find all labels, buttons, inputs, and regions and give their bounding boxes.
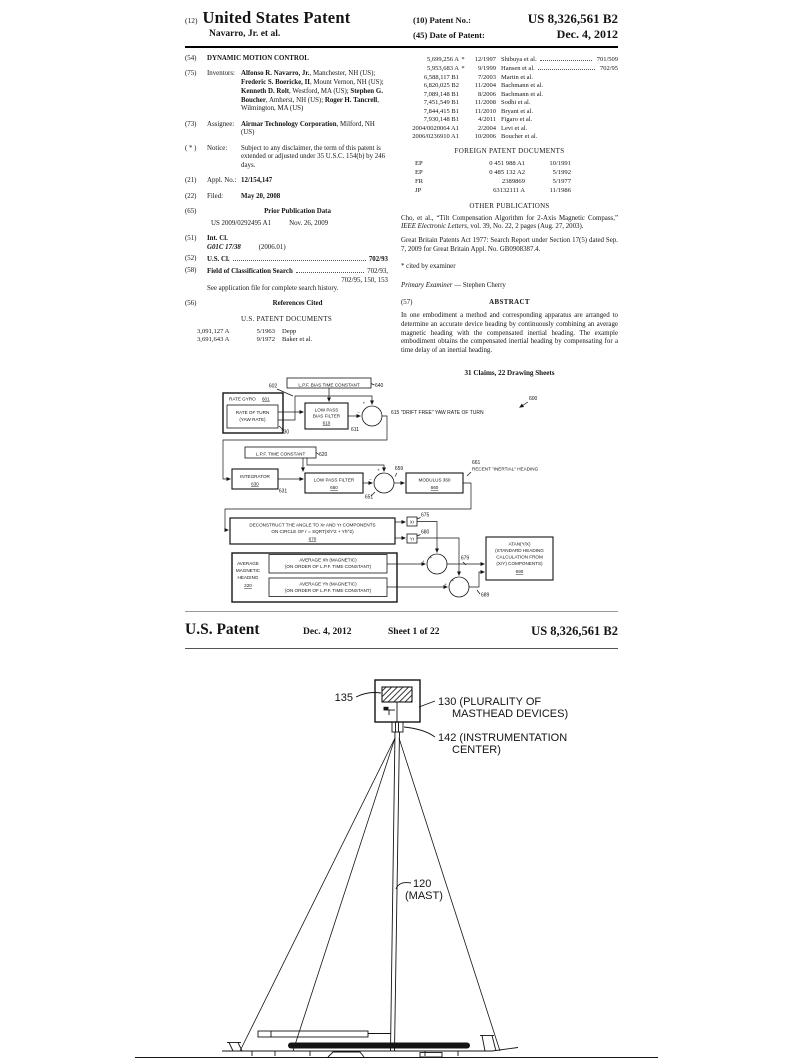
fig-label: (ON ORDER OF L.P.F. TIME CONSTANT)	[284, 588, 372, 593]
fig-label: Xr	[409, 519, 415, 525]
date-of-patent-label: (45) Date of Patent:	[413, 30, 485, 40]
prior-pub-date: Nov. 26, 2009	[289, 219, 329, 227]
publication-2: Great Britain Patents Act 1977: Search Report under Section 17(5) dated Sep. 7, 2009 for Great Britain Appl. No. GB0908387.4.	[401, 237, 618, 253]
field-num: ( * )	[185, 144, 197, 152]
us-cl-label: U.S. Cl.	[207, 256, 230, 264]
us-ref-row	[401, 133, 618, 141]
ref-date: 11/2004	[474, 82, 496, 90]
field-num: (54)	[185, 55, 197, 62]
claims-note: 31 Claims, 22 Drawing Sheets	[464, 368, 555, 377]
page1-front-matter	[185, 8, 618, 378]
us-ref-row	[401, 64, 618, 73]
prior-pub-number: US 2009/0292495 A1	[211, 219, 272, 227]
us-patent-doc-row	[185, 336, 388, 344]
fig-label: Yr	[409, 536, 415, 542]
fig-label: 689	[481, 592, 490, 599]
us-cl-value: 702/93	[368, 256, 388, 264]
field-num: (21)	[185, 177, 197, 185]
fig-label: (X/Y) COMPONENTS)	[496, 561, 543, 566]
mast	[391, 732, 400, 1051]
fig-label: −	[369, 477, 372, 482]
text-segment: Airmar Technology Corporation	[241, 120, 337, 128]
field-num: (51)	[185, 235, 197, 243]
fig-label: BIAS FILTER	[312, 413, 341, 419]
ref-date: 11/2010	[474, 107, 496, 115]
doc-date: 10/1991	[549, 160, 571, 168]
ref-date: 9/1999	[477, 65, 496, 73]
header-right	[413, 8, 618, 42]
page-title: United States Patent	[202, 8, 351, 27]
fig-label: (ON ORDER OF L.P.F. TIME CONSTANT)	[284, 564, 372, 569]
fig-label: RATE GYRO	[229, 396, 256, 402]
fig-label: MODULUS 360	[418, 477, 451, 483]
ref-number: 5,699,256 A	[427, 56, 459, 63]
fig-label: (MAST)	[405, 890, 443, 902]
fig-label: 602	[268, 383, 278, 390]
field-label: Inventors:	[207, 70, 235, 78]
fig-label: +	[429, 555, 433, 560]
fig-label: (STANDARD HEADING	[495, 548, 544, 553]
ref-name: Figaro et al.	[501, 116, 533, 124]
ref-number: 7,844,415 B1	[423, 107, 459, 115]
ref-name: Boucher et al.	[501, 132, 538, 140]
field-label: Filed:	[207, 192, 224, 200]
fig-label: +	[422, 559, 425, 564]
fig-label: 620	[319, 452, 328, 458]
ref-number: 6,820,025 B2	[423, 82, 459, 90]
us-ref-row	[401, 99, 618, 107]
fig-label: +	[377, 467, 380, 473]
left-column	[185, 55, 388, 378]
field-22-filed	[185, 193, 388, 202]
ref-date: 7/2003	[477, 73, 496, 81]
page1-header	[185, 8, 618, 42]
ref-date: 10/2006	[474, 132, 496, 140]
references-cited-heading: References Cited	[272, 300, 323, 308]
fig-label: (YAW RATE)	[239, 417, 266, 422]
abstract-heading-row	[401, 299, 618, 308]
text-segment: Frederic S. Boericke, II	[241, 79, 310, 87]
field-75-inventors	[185, 70, 388, 114]
fig-label: CENTER)	[452, 744, 501, 756]
figure2-labels	[335, 692, 569, 902]
fig-label: AVERAGE Yh (MAGNETIC)	[299, 581, 357, 587]
fig-label: RECENT "INERTIAL" HEADING	[472, 466, 539, 472]
ref-number: 7,089,148 B1	[423, 90, 459, 98]
ref-date: 4/2011	[478, 116, 496, 124]
field-54-title	[185, 55, 388, 64]
fig-label: ATAN(Y/X)	[508, 541, 531, 547]
text-segment: Cho, et al., “Tilt Compensation Algorithm for 2-Axis Magnetic Compass,”	[401, 214, 618, 222]
fig-label: 600	[529, 396, 538, 402]
fig-label: MAGNETIC	[235, 568, 261, 573]
text-segment: , vol. 39, No. 22, 2 pages (Aug. 27, 2003).	[466, 223, 584, 231]
publication-1	[401, 215, 618, 233]
field-label: Notice:	[207, 144, 228, 152]
page2-header-rule	[185, 648, 618, 649]
doc-date: 5/1963	[256, 327, 275, 335]
instrumentation-center-box	[392, 722, 403, 732]
abstract-heading: ABSTRACT	[489, 299, 530, 307]
field-73-assignee	[185, 121, 388, 139]
field-num: (58)	[185, 266, 197, 274]
text-segment: Alfonso R. Navarro, Jr.	[241, 70, 310, 78]
doc-name: Baker et al.	[282, 336, 313, 344]
ref-class: 701/509	[596, 56, 618, 63]
doc-date: 9/1972	[256, 336, 275, 344]
foreign-docs-heading: FOREIGN PATENT DOCUMENTS	[454, 147, 565, 156]
doc-number: 0 485 132 A2	[489, 169, 525, 177]
country-code: JP	[415, 186, 422, 194]
us-patent-docs-heading: U.S. PATENT DOCUMENTS	[240, 314, 333, 323]
text-segment: IEEE Electronic Letters	[401, 223, 467, 231]
us-patent-docs-left	[185, 328, 388, 345]
int-cl-class: G01C 17/38	[207, 244, 241, 252]
fig-label: LOW PASS FILTER	[313, 477, 355, 483]
fig-label: RATE OF TURN	[235, 410, 270, 415]
fig-label: AVERAGE Xh (MAGNETIC)	[299, 557, 357, 563]
invention-title: DYNAMIC MOTION CONTROL	[207, 55, 309, 62]
dot-leader	[540, 55, 592, 61]
fig-label: −	[357, 409, 360, 415]
field-58-search	[185, 267, 388, 294]
foreign-ref-row	[415, 160, 618, 169]
ref-name: Martin et al.	[501, 73, 533, 81]
other-pubs-heading: OTHER PUBLICATIONS	[469, 201, 550, 210]
ref-name: Hansen et al.	[501, 65, 535, 73]
doc-date: 11/1986	[549, 186, 571, 194]
foreign-ref-row	[415, 169, 618, 178]
ref-number: 7,451,549 B1	[423, 99, 459, 107]
us-ref-row	[401, 125, 618, 133]
ref-name: Bryant et al.	[501, 107, 533, 115]
text-segment: , Manchester, NH (US);	[309, 70, 376, 78]
int-cl-year: (2006.01)	[258, 244, 286, 252]
fig-label: CALCULATION FROM	[496, 554, 543, 560]
field-num: (22)	[185, 192, 197, 200]
ref-number: 7,930,148 B1	[423, 116, 459, 124]
foreign-references	[401, 160, 618, 196]
assignee	[241, 121, 388, 139]
dot-leader	[296, 267, 364, 273]
foreign-ref-row	[415, 178, 618, 187]
field-label: Appl. No.:	[207, 177, 237, 185]
summing-junction-2	[374, 473, 394, 493]
right-column	[401, 55, 618, 378]
foreign-ref-row	[415, 187, 618, 196]
date-of-patent: Dec. 4, 2012	[556, 27, 618, 41]
inventor-party: Navarro, Jr. et al.	[209, 29, 281, 39]
fig-label: +	[362, 400, 366, 406]
text-segment: Stephen G. Boucher	[241, 87, 383, 104]
fig-label: 615 "DRIFT FREE" YAW RATE OF TURN	[391, 410, 484, 416]
sheet-divider-rule	[185, 611, 618, 612]
country-code: EP	[415, 160, 423, 168]
text-segment: — Stephen Cherry	[452, 281, 506, 289]
field-num: (75)	[185, 70, 197, 78]
field-num: (52)	[185, 255, 197, 263]
us-references	[401, 55, 618, 141]
fig-label: 142 (INSTRUMENTATION	[438, 732, 568, 744]
cited-by-examiner: * cited by examiner	[401, 262, 456, 270]
ref-date: 2/2004	[477, 124, 496, 132]
doc-number: 63132111 A	[493, 186, 525, 194]
field-56-refs	[185, 300, 388, 309]
field-search-value2: 702/95, 150, 153	[341, 276, 388, 284]
fig-label: 660	[430, 485, 439, 490]
fig-label: MASTHEAD DEVICES)	[452, 708, 569, 720]
abstract-text: In one embodiment a method and corresponding apparatus are arranged to determine an accurate device heading by continuously combining an average magnetic heading with the compensated inertial heading. The example embodiment obtains the compensated inertial heading by compensating for a time delay of an inertial heading.	[401, 312, 618, 355]
filing-date: May 20, 2008	[241, 192, 281, 200]
us-ref-row	[401, 91, 618, 99]
page2-date: Dec. 4, 2012	[303, 627, 352, 637]
application-number: 12/154,147	[241, 177, 273, 185]
page2-title: U.S. Patent	[185, 621, 260, 638]
doc-number: 0 451 988 A1	[489, 160, 525, 168]
ref-name: Bachmann et al.	[501, 82, 544, 90]
field-num: (56)	[185, 300, 197, 308]
ref-star: *	[461, 65, 465, 73]
text-segment: , Amherst, NH (US);	[265, 96, 325, 104]
text-segment: , Milford, NH (US)	[241, 120, 375, 137]
fig-label: 679	[460, 555, 470, 562]
text-segment: Kenneth D. Rolt	[241, 87, 290, 95]
fig-label: HEADING	[237, 575, 259, 580]
fig-label: 661	[472, 460, 481, 466]
fig-label: 690	[515, 569, 524, 574]
text-segment: , Mount Vernon, NH (US);	[309, 79, 384, 87]
fig-label: 120	[413, 878, 432, 890]
ref-class: 702/95	[599, 65, 618, 73]
prior-pub-heading: Prior Publication Data	[264, 207, 331, 215]
fig-label: ON CIRCLE OF r = SQRT(Xh^2 + Yh^2)	[271, 529, 354, 534]
fig-label: 630	[251, 481, 259, 487]
fig-label: 640	[375, 383, 384, 389]
doc-number: 3,091,127 A	[197, 327, 230, 335]
fig-label: +	[444, 582, 447, 587]
field-num: (65)	[185, 207, 197, 215]
fig-label: 670	[308, 536, 317, 542]
fig-label: +	[451, 578, 455, 583]
ref-name: Sodhi et al.	[501, 99, 531, 107]
us-ref-row	[401, 116, 618, 124]
us-ref-row	[401, 74, 618, 82]
int-cl-label: Int. Cl.	[207, 235, 228, 243]
field-notice	[185, 145, 388, 171]
us-ref-row	[401, 108, 618, 116]
fig-label: 680	[421, 529, 430, 536]
fig-label: 651	[364, 494, 374, 501]
field-21-appl-no	[185, 177, 388, 186]
fig-label: 135	[334, 692, 353, 704]
ref-number: 2006/0236910 A1	[412, 132, 459, 140]
header-rule	[185, 46, 618, 48]
fig-label: DECONSTRUCT THE ANGLE TO Xr AND Yr COMPONENTS	[249, 522, 376, 528]
wind-vane-icon	[384, 707, 396, 715]
patent-no-label: (10) Patent No.:	[413, 15, 471, 25]
stays	[240, 738, 500, 1051]
country-code: FR	[415, 178, 424, 186]
fig-label: L.P.F. TIME CONSTANT	[255, 451, 306, 457]
notice-text: Subject to any disclaimer, the term of this patent is extended or adjusted under 35 U.S.C. 154(b) by 246 days.	[241, 144, 386, 170]
ref-date: 8/2006	[477, 90, 496, 98]
prior-pub-row	[211, 220, 388, 229]
us-patent-doc-row	[185, 328, 388, 336]
dot-leader	[233, 255, 366, 261]
box-modulus-360	[406, 473, 463, 493]
doc-number: 3,691,643 A	[197, 336, 230, 344]
fig-label: INTEGRATOR	[240, 474, 270, 479]
header-left	[185, 8, 350, 39]
field-search-note: See application file for complete search history.	[207, 285, 339, 293]
field-search-value1: 702/93,	[367, 267, 388, 275]
doc-date: 5/1977	[552, 178, 571, 186]
page2-sheet: Sheet 1 of 22	[388, 627, 440, 637]
page2-header	[185, 621, 618, 651]
fig-label: 130 (PLURALITY OF	[438, 696, 542, 708]
kind-code-12: (12)	[185, 16, 198, 25]
ref-name: Shibuya et al.	[501, 56, 537, 63]
patent-number: US 8,326,561 B2	[527, 11, 618, 26]
fig-label: 659	[394, 466, 404, 472]
fig-label: 610	[322, 420, 331, 426]
field-51-int-cl	[185, 235, 388, 253]
masthead-hatched-device	[382, 687, 412, 702]
text-segment: Roger H. Tancrell	[324, 96, 378, 104]
text-segment: , Wilmington, MA (US)	[241, 96, 379, 113]
figure1-block-diagram	[215, 372, 565, 615]
us-ref-row	[401, 55, 618, 64]
fig-label: 650	[330, 485, 338, 490]
field-label: Assignee:	[207, 120, 235, 128]
ref-number: 5,953,683 A	[427, 65, 459, 73]
fig-label: 611	[351, 427, 359, 433]
dot-leader	[538, 64, 595, 70]
ref-star: *	[461, 56, 465, 63]
ref-date: 11/2008	[474, 99, 496, 107]
fig-label: 220	[244, 583, 252, 588]
ref-date: 12/1997	[474, 56, 496, 63]
inventors-list	[241, 70, 388, 114]
abstract-num: (57)	[401, 299, 413, 307]
fig-label: L.P.F. BIAS TIME CONSTANT	[298, 382, 360, 388]
doc-date: 5/1992	[552, 169, 571, 177]
field-search-label: Field of Classification Search	[207, 267, 293, 275]
fig-label: 675	[421, 512, 430, 519]
ref-name: Levi et al.	[501, 124, 528, 132]
figure2-sailboat-drawing	[90, 660, 710, 1060]
us-ref-row	[401, 82, 618, 90]
field-num: (73)	[185, 120, 197, 128]
boom-and-deck	[222, 1031, 518, 1057]
ref-name: Bachmann et al.	[501, 90, 544, 98]
fig-label: AVERAGE	[237, 561, 259, 566]
doc-name: Depp	[282, 327, 297, 335]
ref-number: 6,588,117 B1	[424, 73, 459, 81]
fig-label: 631	[278, 488, 288, 495]
fig-label: LOW PASS	[314, 407, 339, 413]
ref-number: 2004/0020064 A1	[412, 124, 459, 132]
primary-examiner	[401, 282, 618, 291]
page2-patent-number: US 8,326,561 B2	[531, 624, 618, 638]
box-low-pass-filter	[305, 473, 363, 493]
text-segment: Primary Examiner	[401, 281, 453, 289]
fig-label: 230	[280, 429, 290, 436]
field-65-heading	[185, 208, 388, 217]
field-52-us-cl	[185, 255, 388, 265]
fig-label: 601	[262, 396, 270, 402]
text-segment: , Westford, MA (US);	[289, 87, 351, 95]
doc-number: 2389869	[501, 178, 525, 186]
country-code: EP	[415, 169, 423, 177]
summing-junction-1	[362, 406, 382, 426]
bibliographic-columns	[185, 55, 618, 378]
